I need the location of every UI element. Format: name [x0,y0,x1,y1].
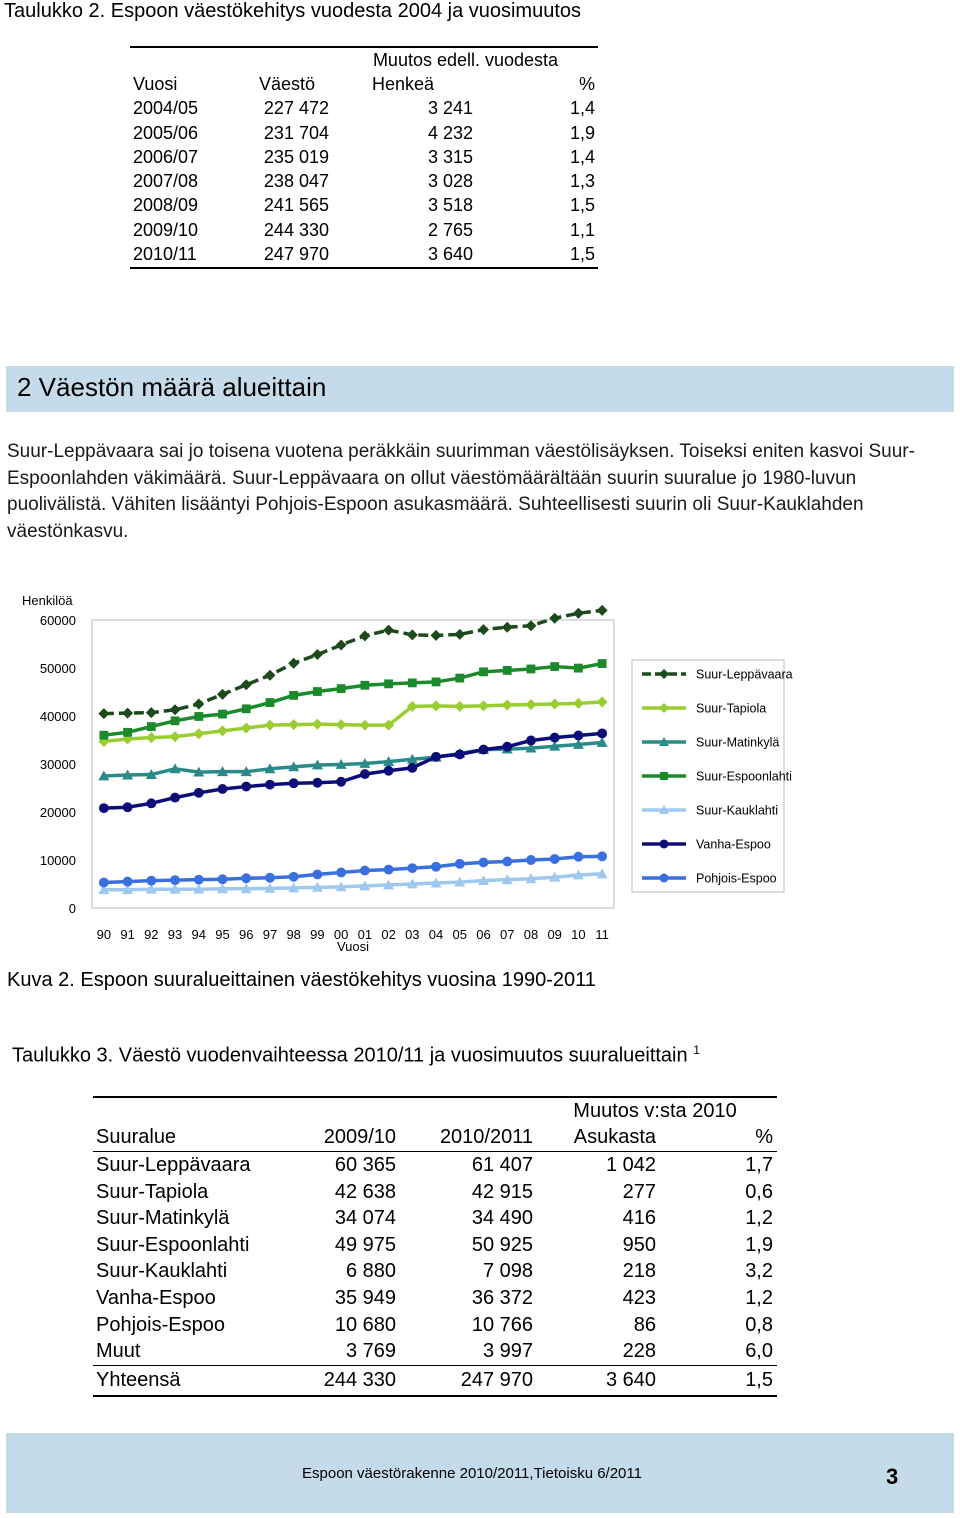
data-point [289,691,298,700]
x-tick-label: 02 [381,927,396,942]
data-point [217,689,228,700]
table-cell: 1,2 [745,1207,773,1230]
table3-row [93,1152,777,1179]
table3-header: Suuralue [93,1125,294,1152]
table-cell: 241 565 [263,195,329,216]
data-point [336,719,347,730]
table-cell: Vanha-Espoo [96,1286,216,1309]
data-point [407,863,417,873]
data-point [146,798,156,808]
data-point [597,851,607,861]
table3-total-row [93,1365,777,1396]
x-tick-label: 06 [476,927,491,942]
data-point [598,659,607,668]
table-cell: 231 704 [263,122,329,143]
x-tick-label: 03 [405,927,420,942]
data-point [503,666,512,675]
table-cell: 1,5 [656,1365,777,1396]
data-point [550,662,559,671]
data-point [99,803,109,813]
data-point [241,679,252,690]
data-point [597,697,608,708]
data-point [171,716,180,725]
table-cell: 2009/10 [133,219,199,240]
table-cell: Suur-Espoonlahti [96,1233,250,1256]
data-point [194,712,203,721]
legend-label: Suur-Espoonlahti [696,769,792,784]
data-point [431,630,442,641]
data-point [288,658,299,669]
data-point [479,857,489,867]
data-point [194,875,204,885]
table3-header: 2009/10 [294,1125,396,1152]
data-point [360,866,370,876]
table3-header: % [656,1125,777,1152]
figure-caption: Kuva 2. Espoon suuralueittainen väestökehitys vuosina 1990-2011 [7,969,596,991]
data-point [454,701,465,712]
data-point [264,720,275,731]
table-cell: 3 997 [482,1340,533,1363]
table2-header: Väestö [258,73,316,94]
table-cell: Suur-Tapiola [96,1180,209,1203]
data-point [147,722,156,731]
data-point [408,678,417,687]
y-tick-label: 60000 [39,613,76,628]
data-point [312,719,323,730]
data-point [360,681,369,690]
data-point [266,698,275,707]
data-point [359,630,370,641]
table-cell: Suur-Leppävaara [96,1153,251,1176]
table-cell: 34 074 [334,1207,396,1230]
data-point [98,708,109,719]
data-point [384,766,394,776]
data-point [336,777,346,787]
table-cell: 50 925 [471,1233,533,1256]
table-cell: 238 047 [263,171,329,192]
x-axis-label: Vuosi [336,939,370,954]
x-tick-label: 05 [452,927,468,942]
data-point [312,778,322,788]
data-point [597,728,607,738]
data-point [573,608,584,619]
data-point [527,665,536,674]
data-point [549,699,560,710]
x-tick-label: 04 [428,927,444,942]
data-point [264,670,275,681]
data-point [478,700,489,711]
table-cell: 42 638 [334,1180,396,1203]
table3-row [93,1312,777,1339]
data-point [431,752,441,762]
x-tick-label: 10 [571,927,586,942]
table-cell: 218 [622,1260,656,1283]
data-point [170,793,180,803]
table-cell: 1,3 [569,171,595,192]
table3-header: Asukasta [533,1125,656,1152]
table3-row [93,1179,777,1206]
table2-row [130,97,598,121]
data-point [574,664,583,673]
data-point [170,731,181,742]
data-point [478,624,489,635]
data-point [312,869,322,879]
table3-header: 2010/2011 [396,1125,533,1152]
data-point [359,720,370,731]
x-tick-label: 97 [262,927,278,942]
x-tick-label: 95 [215,927,230,942]
table-cell: 416 [622,1207,656,1230]
table-cell: 950 [622,1233,656,1256]
table-cell: 227 472 [263,98,329,119]
table2-group-header: Muutos edell. vuodesta [333,47,598,72]
table2-header: % [578,73,595,94]
x-tick-label: 09 [547,927,562,942]
data-point [597,605,608,616]
table-cell: 3 241 [427,98,473,119]
data-point [289,778,299,788]
data-point [573,730,583,740]
data-point [170,704,181,715]
table-cell: 10 766 [471,1313,533,1336]
y-tick-label: 40000 [39,709,76,724]
data-point [360,769,370,779]
table-cell: 0,8 [745,1313,773,1336]
table-cell: 1,5 [569,195,595,216]
table2-row [130,145,598,169]
table-cell: 3 028 [427,171,473,192]
table-cell: 2010/11 [130,242,245,267]
table-cell: 7 098 [482,1260,533,1283]
data-point [479,667,488,676]
table-cell: 1 042 [605,1153,656,1176]
table-cell: 1,7 [745,1153,773,1176]
table-cell: 3 640 [333,242,473,267]
data-point [384,679,393,688]
data-point [336,868,346,878]
section-heading: 2 Väestön määrä alueittain [17,372,327,402]
data-point [218,874,228,884]
table-cell: 1,1 [569,219,595,240]
table-cell: 86 [633,1313,656,1336]
table-cell: 2 765 [427,219,473,240]
table3-caption-text: Taulukko 3. Väestö vuodenvaihteessa 2010/11 ja vuosimuutos suuralueittain [12,1044,688,1067]
x-tick-label: 99 [310,927,325,942]
table-cell: 6 880 [345,1260,396,1283]
table-cell: 2005/06 [133,122,199,143]
table-cell: 36 372 [471,1286,533,1309]
page-number: 3 [886,1464,899,1489]
data-point [170,875,180,885]
x-tick-label: 92 [144,927,159,942]
table2-row [130,169,598,193]
table-cell: 3 769 [345,1340,396,1363]
data-point [454,629,465,640]
table-cell: 277 [622,1180,656,1203]
y-tick-label: 50000 [39,661,76,676]
data-point [573,698,584,709]
table-cell: Suur-Kauklahti [96,1260,228,1283]
table-cell: 228 [622,1340,656,1363]
data-point [526,736,536,746]
data-point [549,613,560,624]
population-table-2 [130,46,598,269]
data-point [99,731,108,740]
data-point [193,699,204,710]
data-point [407,629,418,640]
table-cell: Suur-Matinkylä [96,1207,230,1230]
legend-marker [660,874,669,883]
data-point [313,687,322,696]
data-point [241,873,251,883]
table-cell: Yhteensä [93,1365,294,1396]
table-cell: 244 330 [263,219,329,240]
legend-marker [660,772,668,780]
x-tick-label: 01 [357,927,373,942]
table-cell: 1,5 [473,242,598,267]
table-cell: 1,2 [745,1286,773,1309]
data-point [455,859,465,869]
data-point [265,780,275,790]
data-point [265,873,275,883]
table2-row [130,218,598,242]
data-point [241,782,251,792]
x-tick-label: 98 [286,927,301,942]
data-point [193,728,204,739]
table2-header: Henkeä [371,73,435,94]
table-cell: 1,4 [569,146,595,167]
data-point [99,878,109,888]
table-cell: 2008/09 [133,195,199,216]
y-tick-label: 30000 [39,757,76,772]
legend-label: Suur-Leppävaara [696,667,793,682]
data-point [241,723,252,734]
legend-label: Suur-Matinkylä [696,735,780,750]
data-point [123,802,133,812]
population-table-3 [93,1096,777,1397]
data-point [455,674,464,683]
table-cell: 1,9 [745,1233,773,1256]
table2-caption: Taulukko 2. Espoon väestökehitys vuodesta 2004 ja vuosimuutos [4,0,582,22]
table-cell: 61 407 [471,1153,533,1176]
data-point [242,704,251,713]
table2-header: Vuosi [133,73,178,94]
table-cell: Pohjois-Espoo [96,1313,225,1336]
y-tick-label: 20000 [39,805,76,820]
table2-row [130,242,598,267]
data-point [502,742,512,752]
y-tick-label: 0 [68,901,76,916]
data-point [337,684,346,693]
data-point [288,719,299,730]
x-tick-label: 94 [191,927,207,942]
table-cell: 247 970 [245,242,333,267]
table-cell: 235 019 [263,146,329,167]
y-axis-label: Henkilöä [22,593,73,608]
x-tick-label: 00 [333,927,349,942]
data-point [312,649,323,660]
data-point [289,872,299,882]
table-cell: 34 490 [471,1207,533,1230]
data-point [431,700,442,711]
intro-paragraph: Suur-Leppävaara sai jo toisena vuotena peräkkäin suurimman väestölisäyksen. Toiseksi eniten kasvoi Suur-Espoonlahden väkimäärä. Suur-Leppävaara on ollut väestömäärältään suurin suuralue jo 1980-luvun puolivälistä. Vähiten lisääntyi Pohjois-Espoon asukasmäärä. Suhteellisesti suurin oli Suur-Kauklahden väestönkasvu. [7,441,915,542]
legend-marker [660,840,669,849]
legend-label: Suur-Kauklahti [696,803,778,818]
data-point [526,855,536,865]
table-cell: Muut [96,1340,141,1363]
y-tick-label: 10000 [39,853,76,868]
data-point [502,622,513,633]
data-point [218,710,227,719]
table-cell: 0,6 [745,1180,773,1203]
data-point [431,862,441,872]
table-cell: 6,0 [745,1340,773,1363]
footer-text: Espoon väestörakenne 2010/2011,Tietoisku 6/2011 [302,1465,642,1482]
data-point [455,749,465,759]
legend-label: Vanha-Espoo [696,837,771,852]
data-point [146,707,157,718]
data-point [550,733,560,743]
table-cell: 4 232 [427,122,473,143]
table-cell: 1,9 [569,122,595,143]
x-tick-label: 90 [96,927,112,942]
table3-row [93,1232,777,1259]
data-point [525,620,536,631]
table2-row [130,194,598,218]
data-point [122,708,133,719]
table3-row [93,1285,777,1312]
x-tick-label: 07 [499,927,515,942]
table-cell: 49 975 [334,1233,396,1256]
legend-label: Suur-Tapiola [696,701,767,716]
data-point [407,763,417,773]
x-tick-label: 91 [120,927,135,942]
data-point [123,877,133,887]
data-point [502,699,513,710]
table-cell: 3 640 [533,1365,656,1396]
table-cell: 2006/07 [133,146,199,167]
data-point [123,728,132,737]
table-cell: 3 518 [427,195,473,216]
data-point [479,745,489,755]
data-point [525,699,536,710]
data-point [573,852,583,862]
table-cell: 244 330 [294,1365,396,1396]
table-cell: 10 680 [334,1313,396,1336]
table3-caption [12,1043,700,1068]
table-cell: 3 315 [427,146,473,167]
x-tick-label: 96 [238,927,254,942]
data-point [146,732,157,743]
data-point [194,788,204,798]
x-tick-label: 08 [523,927,539,942]
table3-row [93,1338,777,1365]
x-tick-label: 93 [167,927,183,942]
footnote-marker: 1 [693,1043,700,1057]
data-point [432,678,441,687]
data-point [550,854,560,864]
data-point [383,625,394,636]
table-cell: 3,2 [745,1260,773,1283]
table3-row [93,1205,777,1232]
table-cell: 1,4 [569,98,595,119]
table-cell: 42 915 [471,1180,533,1203]
x-tick-label: 11 [595,927,609,942]
table-cell: 2004/05 [133,98,199,119]
data-point [218,784,228,794]
population-chart [0,580,960,960]
table-cell: 423 [622,1286,656,1309]
data-point [384,865,394,875]
legend-label: Pohjois-Espoo [696,871,777,886]
data-point [336,639,347,650]
data-point [217,725,228,736]
table-cell: 35 949 [334,1286,396,1309]
data-point [146,876,156,886]
table3-group-header: Muutos v:sta 2010 [533,1097,777,1125]
table3-row [93,1259,777,1286]
table2-row [130,121,598,145]
data-point [502,856,512,866]
table-cell: 60 365 [334,1153,396,1176]
table-cell: 247 970 [396,1365,533,1396]
table-cell: 2007/08 [133,171,199,192]
